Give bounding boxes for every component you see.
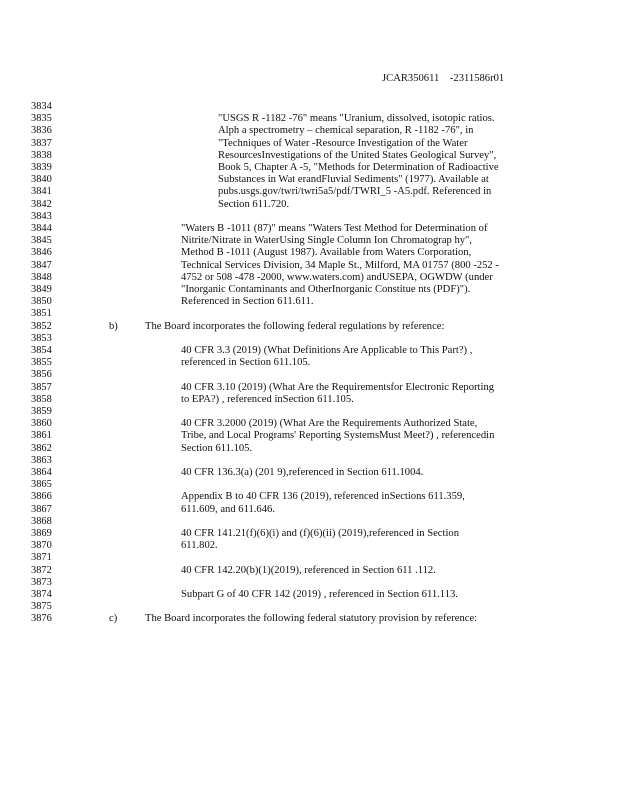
line-number: 3861 <box>31 430 52 442</box>
line-number: 3857 <box>31 381 52 393</box>
line-number: 3855 <box>31 357 52 369</box>
line-number: 3848 <box>31 271 52 283</box>
waters-definition-line: "Waters B -1011 (87)" means "Waters Test Method for Determination of <box>181 223 488 234</box>
line-number: 3872 <box>31 564 52 576</box>
line-number: 3840 <box>31 174 52 186</box>
line-number: 3838 <box>31 149 52 161</box>
line-number: 3837 <box>31 137 52 149</box>
line-number: 3856 <box>31 369 52 381</box>
waters-definition-line: "Inorganic Contaminants and OtherInorganic Constitue nts (PDF)"). <box>181 284 471 295</box>
document-id-header: JCAR350611 -2311586r01 <box>382 73 505 84</box>
usgs-definition-line: "Techniques of Water -Resource Investigation of the Water <box>218 137 468 149</box>
line-number: 3859 <box>31 406 52 417</box>
line-number: 3846 <box>31 247 52 259</box>
section-b-intro: The Board incorporates the following federal regulations by reference: <box>145 320 445 332</box>
line-number: 3849 <box>31 284 52 295</box>
line-number: 3875 <box>31 601 52 613</box>
cfr-reference-line: 611.802. <box>181 540 218 552</box>
line-number: 3876 <box>31 613 52 625</box>
usgs-definition-line: "USGS R -1182 -76" means "Uranium, dissolved, isotopic ratios. <box>218 113 495 125</box>
usgs-definition-line: Substances in Wat erandFluvial Sediments" (1977). Available at <box>218 174 489 186</box>
line-number: 3842 <box>31 198 52 210</box>
line-number: 3845 <box>31 235 52 247</box>
line-number: 3874 <box>31 589 52 600</box>
line-number: 3835 <box>31 113 52 125</box>
line-number: 3841 <box>31 186 52 198</box>
line-number: 3863 <box>31 454 52 466</box>
line-number: 3843 <box>31 210 52 222</box>
cfr-reference-line: 40 CFR 136.3(a) (201 9),referenced in Section 611.1004. <box>181 467 424 478</box>
line-number: 3847 <box>31 259 52 271</box>
usgs-definition-line: pubs.usgs.gov/twri/twri5a5/pdf/TWRI_5 -A5.pdf. Referenced in <box>218 186 492 198</box>
line-number: 3866 <box>31 491 52 503</box>
line-number: 3862 <box>31 442 52 454</box>
section-c-marker: c) <box>109 613 118 625</box>
line-number: 3867 <box>31 503 52 515</box>
waters-definition-line: Method B -1011 (August 1987). Available from Waters Corporation, <box>181 247 472 259</box>
line-number: 3869 <box>31 528 52 539</box>
section-b-marker: b) <box>109 320 118 332</box>
cfr-reference-line: Subpart G of 40 CFR 142 (2019) , referenced in Section 611.113. <box>181 589 458 600</box>
cfr-reference-line: 40 CFR 3.2000 (2019) (What Are the Requirements Authorized State, <box>181 418 478 430</box>
waters-definition-line: Referenced in Section 611.611. <box>181 296 314 308</box>
cfr-reference-line: 611.609, and 611.646. <box>181 503 275 515</box>
cfr-reference-line: 40 CFR 141.21(f)(6)(i) and (f)(6)(ii) (2019),referenced in Section <box>181 528 459 539</box>
cfr-reference-line: to EPA?) , referenced inSection 611.105. <box>181 393 354 405</box>
usgs-definition-line: Alph a spectrometry – chemical separation, R -1182 -76", in <box>218 125 474 137</box>
line-number: 3870 <box>31 540 52 552</box>
usgs-definition-line: Section 611.720. <box>218 198 290 210</box>
line-number: 3871 <box>31 552 52 564</box>
line-number: 3853 <box>31 332 52 344</box>
line-number: 3851 <box>31 308 52 320</box>
line-number: 3844 <box>31 223 52 234</box>
waters-definition-line: Technical Services Division, 34 Maple St., Milford, MA 01757 (800 -252 - <box>181 259 499 271</box>
usgs-definition-line: Book 5, Chapter A -5, "Methods for Determination of Radioactive <box>218 162 499 173</box>
line-number: 3836 <box>31 125 52 137</box>
waters-definition-line: Nitrite/Nitrate in WaterUsing Single Column Ion Chromatograp hy", <box>181 235 473 247</box>
line-number: 3865 <box>31 479 52 491</box>
cfr-reference-line: 40 CFR 3.3 (2019) (What Definitions Are Applicable to This Part?) , <box>181 345 473 356</box>
line-number: 3860 <box>31 418 52 430</box>
cfr-reference-line: 40 CFR 3.10 (2019) (What Are the Requirementsfor Electronic Reporting <box>181 381 495 393</box>
cfr-reference-line: Appendix B to 40 CFR 136 (2019), referenced inSections 611.359, <box>181 491 465 503</box>
usgs-definition-line: ResourcesInvestigations of the United States Geological Survey", <box>218 149 497 161</box>
cfr-reference-line: Section 611.105. <box>181 442 253 454</box>
line-number: 3864 <box>31 467 52 478</box>
line-number: 3868 <box>31 515 52 527</box>
line-number: 3852 <box>31 320 52 332</box>
line-number: 3858 <box>31 393 52 405</box>
cfr-reference-line: referenced in Section 611.105. <box>181 357 311 369</box>
cfr-reference-line: 40 CFR 142.20(b)(1)(2019), referenced in Section 611 .112. <box>181 564 436 576</box>
line-number: 3839 <box>31 162 52 173</box>
line-number: 3873 <box>31 576 52 588</box>
line-number: 3834 <box>31 101 52 112</box>
line-number: 3854 <box>31 345 52 356</box>
waters-definition-line: 4752 or 508 -478 -2000, www.waters.com) andUSEPA, OGWDW (under <box>181 271 493 283</box>
cfr-reference-line: Tribe, and Local Programs' Reporting SystemsMust Meet?) , referencedin <box>181 430 495 442</box>
line-number: 3850 <box>31 296 52 308</box>
section-c-intro: The Board incorporates the following federal statutory provision by reference: <box>145 613 478 625</box>
